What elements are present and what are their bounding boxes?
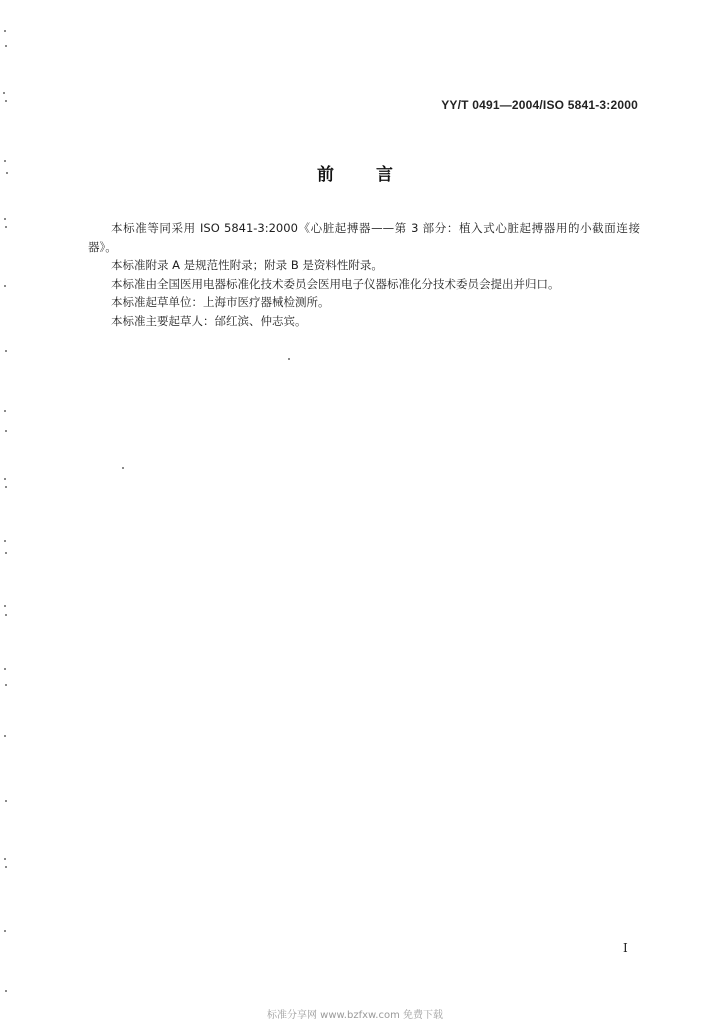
paragraph-proposer: 本标准由全国医用电器标准化技术委员会医用电子仪器标准化分技术委员会提出并归口。	[111, 276, 560, 291]
page-number: I	[623, 941, 628, 955]
standard-code: YY/T 0491—2004/ISO 5841-3:2000	[441, 98, 638, 112]
paragraph-drafting-unit: 本标准起草单位：上海市医疗器械检测所。	[111, 295, 330, 309]
paragraph-adoption: 本标准等同采用 ISO 5841-3:2000《心脏起搏器——第 3 部分：植入式心脏起搏器用的小截面连接器》。	[88, 221, 640, 254]
preface-body	[88, 219, 640, 330]
watermark: 标准分享网 www.bzfxw.com 免费下载	[267, 1010, 443, 1021]
page-title: 前言	[317, 165, 435, 185]
paragraph-annexes: 本标准附录 A 是规范性附录；附录 B 是资料性附录。	[111, 258, 383, 272]
paragraph-drafters: 本标准主要起草人：邰红滨、仲志宾。	[111, 313, 307, 328]
